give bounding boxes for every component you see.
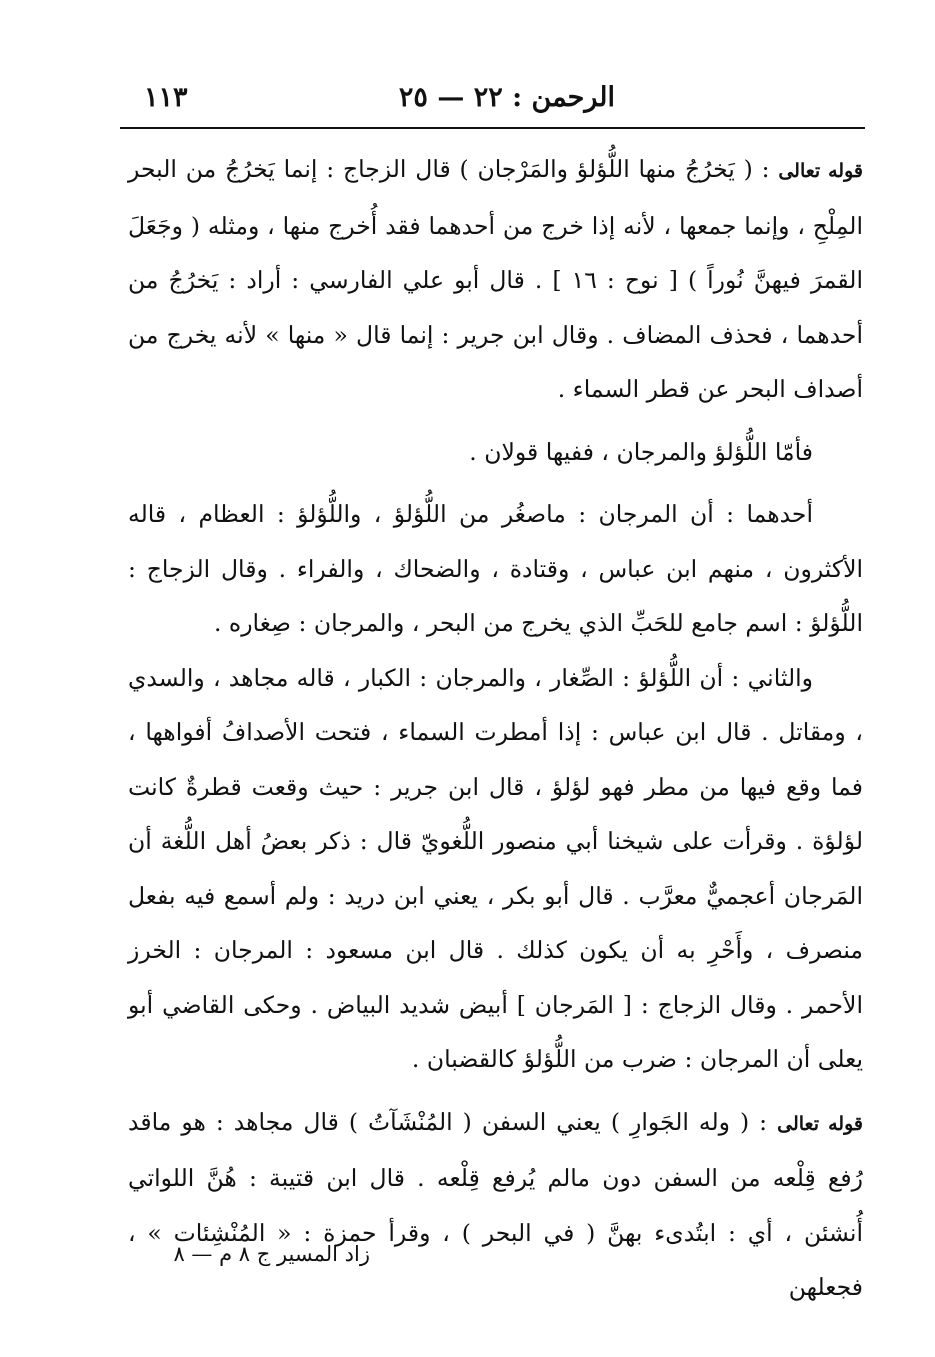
paragraph-text: أحدهما : أن المرجان : ماصغُر من اللُّؤلؤ ، واللُّؤلؤ : العظام ، قاله الأكثرون ، منهم ابن عباس ، وقتادة ، والضحاك ، والفراء . وقال الزجاج : اللُّؤلؤ : اسم جامع للحَبِّ الذي يخرج من البحر ، والمرجان : صِغاره . (128, 500, 863, 637)
paragraph-text: والثاني : أن اللُّؤلؤ : الصِّغار ، والمرجان : الكبار ، قاله مجاهد ، والسدي ، ومقاتل . قال ابن عباس : إذا أمطرت السماء ، فتحت الأصدافُ أفواهها ، فما وقع فيها من مطر فهو لؤلؤ ، قال ابن جرير : حيث وقعت قطرةٌ كانت لؤلؤة . وقرأت على شيخنا أبي منصور اللُّغويّ قال : ذكر بعضُ أهل اللُّغة أن المَرجان أعجميٌّ معرَّب . قال أبو بكر ، يعني ابن دريد : ولم أسمع فيه بفعل منصرف ، وأَحْرِ به أن يكون كذلك . قال ابن مسعود : المرجان : الخرز الأحمر . وقال الزجاج : [ المَرجان ] أبيض شديد البياض . وحكى القاضي أبو يعلى أن المرجان : ضرب من اللُّؤلؤ كالقضبان . (128, 663, 863, 1073)
paragraph-verse-24 (128, 1095, 863, 1315)
page-footer: زاد المسير ج ٨ م — ٨ (173, 1242, 370, 1266)
paragraph-second-saying (128, 651, 863, 1087)
paragraph-first-saying (128, 487, 863, 651)
verse-label: قوله تعالى (778, 160, 863, 182)
paragraph-text: : ( وله الجَوارِ ) يعني السفن ( المُنْشَآتُ ) قال مجاهد : هو ماقد رُفع قِلْعه من السفن دون مالم يُرفع قِلْعه . قال ابن قتيبة : هُنَّ اللواتي أُنشئن ، أي : ابتُدىء بهنَّ ( في البحر ) ، وقرأ حمزة : « المُنْشِئات » ، فجعلهن (128, 1107, 863, 1301)
page-body (128, 142, 863, 1315)
paragraph-two-sayings (128, 425, 863, 480)
paragraph-verse-22 (128, 142, 863, 417)
paragraph-text: : ( يَخرُجُ منها اللُّؤلؤ والمَرْجان ) قال الزجاج : إنما يَخرُجُ من البحر المِلْحِ ، وإنما جمعها ، لأنه إذا خرج من أحدهما فقد أُخرج منها ، ومثله ( وجَعَلَ القمرَ فيهنَّ نُوراً ) [ نوح : ١٦ ] . قال أبو علي الفارسي : أراد : يَخرُجُ من أحدهما ، فحذف المضاف . وقال ابن جرير : إنما قال « منها » لأنه يخرج من أصداف البحر عن قطر السماء . (128, 155, 863, 403)
verse-label: قوله تعالى (777, 1112, 863, 1135)
header-rule (120, 127, 865, 129)
running-title: الرحمن : ٢٢ — ٢٥ (398, 82, 615, 113)
paragraph-text: فأمّا اللُّؤلؤ والمرجان ، ففيها قولان . (469, 437, 813, 466)
page-number: ١١٣ (144, 82, 188, 113)
page-header (120, 82, 865, 126)
